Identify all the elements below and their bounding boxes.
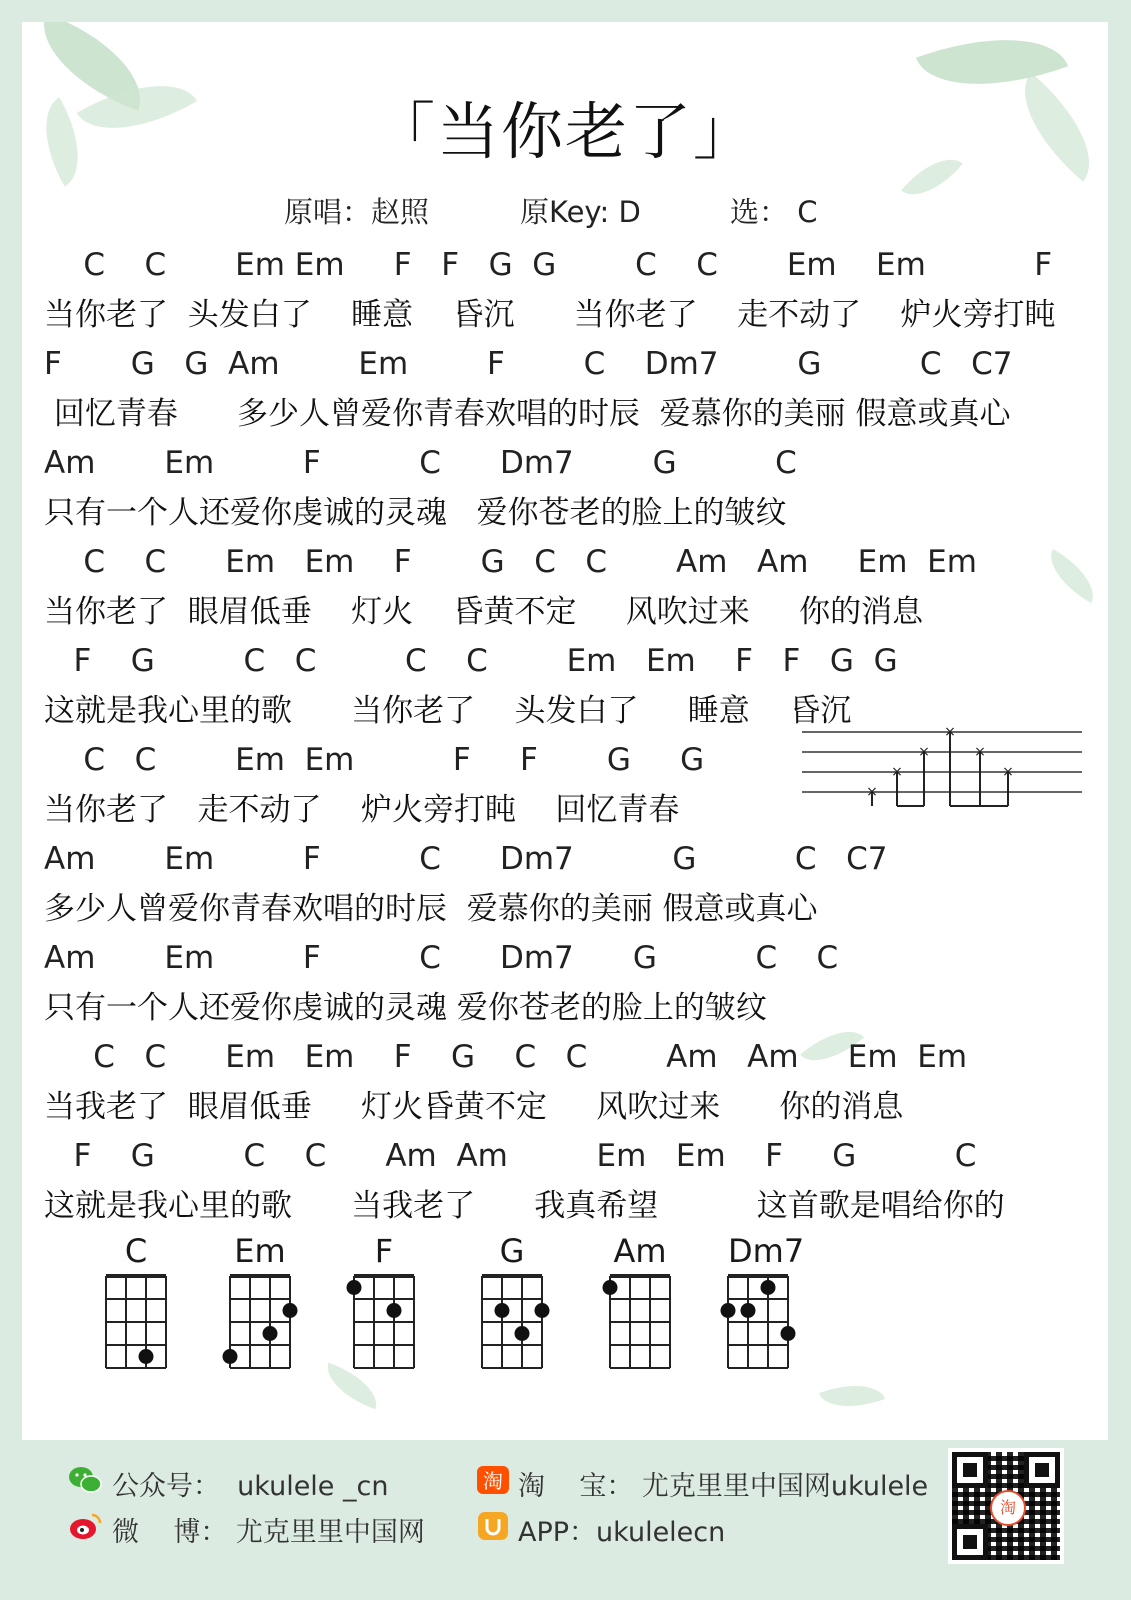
finger-dot — [283, 1303, 298, 1318]
lyric-line: 多少人曾爱你青春欢唱的时辰 爱慕你的美丽 假意或真心 — [44, 891, 818, 927]
finger-dot — [495, 1303, 510, 1318]
svg-text:×: × — [944, 724, 956, 740]
taobao-logo-icon: 淘 — [990, 1490, 1026, 1526]
chord-line: C C Em Em F F G G C C Em Em F — [44, 247, 1053, 283]
svg-text:×: × — [974, 744, 986, 760]
lyric-line: 只有一个人还爱你虔诚的灵魂 爱你苍老的脸上的皱纹 — [44, 495, 787, 531]
weibo-account: 微 博： 尤克里里中国网 — [112, 1517, 425, 1548]
taobao-store: 淘 宝： 尤克里里中国网ukulele — [518, 1471, 929, 1502]
chord-diagram-name: G — [499, 1232, 525, 1270]
finger-dot — [139, 1349, 154, 1364]
chord-fretboard — [220, 1272, 300, 1374]
chord-fretboard — [472, 1272, 552, 1374]
chord-line: F G G Am Em F C Dm7 G C C7 — [44, 346, 1013, 382]
lyric-line: 这就是我心里的歌 当我老了 我真希望 这首歌是唱给你的 — [44, 1188, 1005, 1224]
lyric-line: 当你老了 眼眉低垂 灯火 昏黄不定 风吹过来 你的消息 — [44, 594, 924, 630]
finger-dot — [781, 1326, 796, 1341]
qr-code[interactable] — [948, 1448, 1064, 1564]
wechat-account: 公众号： ukulele _cn — [112, 1471, 389, 1502]
finger-dot — [741, 1303, 756, 1318]
chord-diagram — [354, 1232, 434, 1382]
lyric-line: 当我老了 眼眉低垂 灯火昏黄不定 风吹过来 你的消息 — [44, 1089, 904, 1125]
chord-fretboard — [718, 1272, 798, 1374]
finger-dot — [515, 1326, 530, 1341]
lyric-line: 这就是我心里的歌 当你老了 头发白了 睡意 昏沉 — [44, 693, 852, 729]
chord-line: Am Em F C Dm7 G C C — [44, 940, 839, 976]
chord-line: C C Em Em F G C C Am Am Em Em — [44, 1039, 968, 1075]
finger-dot — [721, 1303, 736, 1318]
lyric-line: 只有一个人还爱你虔诚的灵魂 爱你苍老的脸上的皱纹 — [44, 990, 767, 1026]
chord-diagram — [610, 1232, 690, 1382]
finger-dot — [387, 1303, 402, 1318]
svg-text:×: × — [891, 764, 903, 780]
chord-diagram-name: F — [374, 1232, 394, 1270]
finger-dot — [223, 1349, 238, 1364]
chord-diagram — [728, 1232, 808, 1382]
original-singer: 原唱：赵照 — [284, 195, 430, 229]
chord-diagram — [482, 1232, 562, 1382]
lyric-line: 当你老了 走不动了 炉火旁打盹 回忆青春 — [44, 792, 680, 828]
finger-dot — [603, 1280, 618, 1295]
app-icon — [476, 1511, 510, 1541]
lyric-line: 当你老了 头发白了 睡意 昏沉 当你老了 走不动了 炉火旁打盹 — [44, 297, 1056, 333]
sheet-page — [22, 22, 1108, 1440]
original-key: 原Key: D — [520, 195, 641, 229]
song-title: 「当你老了」 — [372, 95, 757, 168]
chord-line: F G C C C C Em Em F F G G — [44, 643, 898, 679]
finger-dot — [535, 1303, 550, 1318]
chord-diagram-name: Am — [613, 1232, 667, 1270]
selected-key: 选： C — [730, 195, 818, 229]
chord-line: Am Em F C Dm7 G C — [44, 445, 797, 481]
strum-pattern-tab — [802, 722, 1082, 832]
weibo-icon — [68, 1511, 102, 1541]
svg-text:淘: 淘 — [483, 1469, 503, 1493]
chord-diagram-name: C — [124, 1232, 148, 1270]
svg-text:×: × — [1002, 764, 1014, 780]
chord-fretboard — [600, 1272, 680, 1374]
chord-line: C C Em Em F G C C Am Am Em Em — [44, 544, 977, 580]
chord-fretboard — [344, 1272, 424, 1374]
chord-fretboard — [96, 1272, 176, 1374]
chord-line: C C Em Em F F G G — [44, 742, 705, 778]
wechat-icon — [68, 1465, 102, 1495]
finger-dot — [761, 1280, 776, 1295]
finger-dot — [347, 1280, 362, 1295]
chord-diagram — [106, 1232, 186, 1382]
lyric-line: 回忆青春 多少人曾爱你青春欢唱的时辰 爱慕你的美丽 假意或真心 — [44, 396, 1011, 432]
chord-diagram — [230, 1232, 310, 1382]
taobao-icon — [476, 1465, 510, 1495]
svg-text:×: × — [866, 784, 878, 800]
svg-text:×: × — [918, 744, 930, 760]
chord-line: Am Em F C Dm7 G C C7 — [44, 841, 888, 877]
finger-dot — [263, 1326, 278, 1341]
chord-diagram-name: Dm7 — [728, 1232, 805, 1270]
chord-line: F G C C Am Am Em Em F G C — [44, 1138, 977, 1174]
chord-diagram-name: Em — [234, 1232, 286, 1270]
app-name: APP：ukulelecn — [518, 1517, 726, 1548]
